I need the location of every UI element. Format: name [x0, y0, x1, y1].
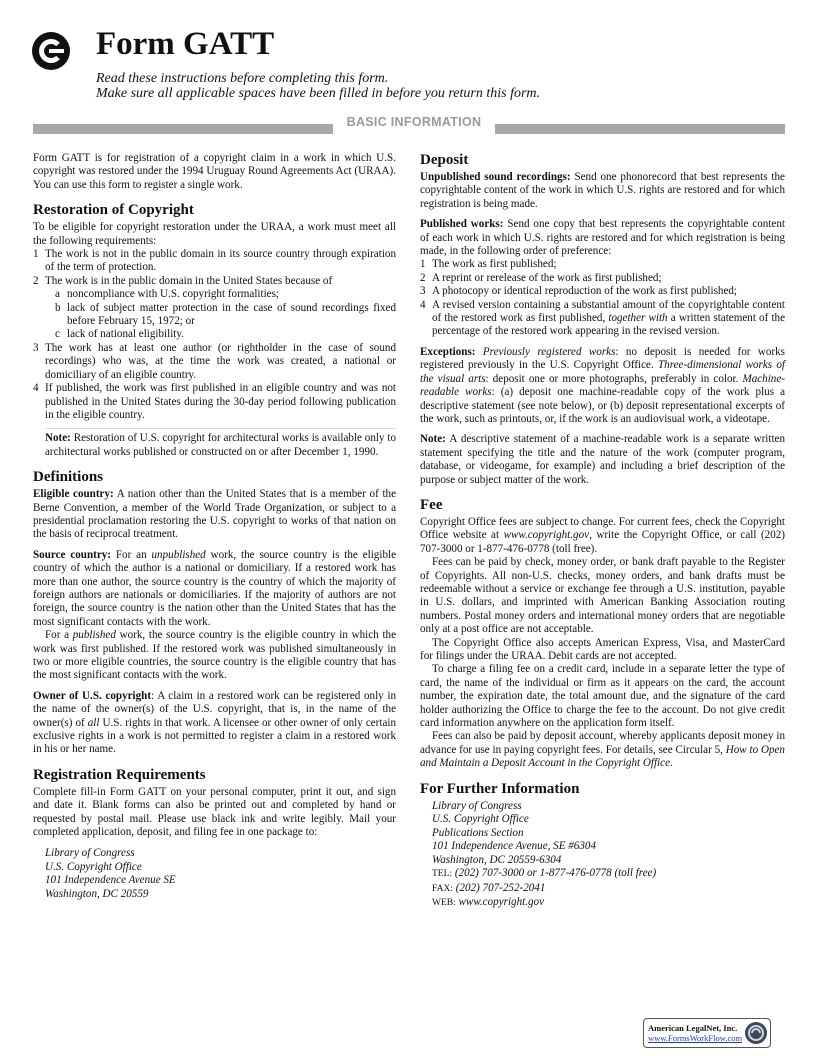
- restoration-heading: Restoration of Copyright: [33, 202, 194, 219]
- fee-paragraph: To charge a filing fee on a credit card, include in a separate letter the type of card, the name of the individual or firm as it appears on the card, the account number, the expiration date, the total amount due, and the signature of the card holder authorizing the Office to charge the fee to the account. Do not give credit card information anywhere on the application form itself.: [420, 663, 785, 730]
- web-link[interactable]: www.copyright.gov: [458, 896, 544, 909]
- fee-paragraph: Fees can also be paid by deposit account, whereby applicants deposit money in advance for use in paying copyright fees. For details, see Circular 5, How to Open and Maintain a Deposit Account in the Copyright Office.: [420, 730, 785, 770]
- telephone-line: TEL: (202) 707-3000 or 1-877-476-0778 (toll free): [432, 867, 657, 880]
- published-works: Published works: Send one copy that best represents the copyrightable content of each work in which U.S. rights are restored and for which registration is being made, in the following order of preference:: [420, 218, 785, 258]
- globe-icon: [744, 1021, 768, 1045]
- sublist-item: a noncompliance with U.S. copyright formalities;: [55, 288, 279, 301]
- copyright-website-link[interactable]: www.copyright.gov: [503, 529, 590, 542]
- further-info-heading: For Further Information: [420, 780, 580, 797]
- form-title: Form GATT: [96, 26, 275, 62]
- published-source-country: For a published work, the source country is the eligible country in which the work was first published. If the restored work was published simultaneously in two or more eligible countries, the source country is the eligible country that has the most significant contacts with the work.: [33, 629, 396, 682]
- eligible-country-definition: Eligible country: A nation other than the United States that is a member of the Berne Convention, a member of the World Trade Organization, or subject to a presidential proclamation restoring the U.S. copyright to works of that nation on the basis of reciprocal treatment.: [33, 488, 396, 541]
- list-item: 3 The work has at least one author (or rightholder in the case of sound recordings) who was, at the time the work was created, a national or domiciliary of an eligible country.: [33, 341, 396, 381]
- deposit-exceptions: Exceptions: Previously registered works: no deposit is needed for works registered previously in the U.S. Copyright Office. Three-dimensional works of the visual arts: deposit one or more photographs, preferably in color. Machine-readable works: (a) deposit one machine-readable copy of the work plus a descriptive statement (see note below), or (b) deposit representational excerpts of the work, such as printouts, or, if the work is an audiovisual work, a videotape.: [420, 345, 785, 425]
- list-item: 4 If published, the work was first published in an eligible country and was not published in the United States during the 30-day period following publication in the eligible country.: [33, 382, 396, 421]
- deposit-heading: Deposit: [420, 152, 469, 168]
- restoration-requirements: [33, 248, 396, 422]
- company-name: American LegalNet, Inc.: [648, 1023, 738, 1033]
- address-line: U.S. Copyright Office: [432, 813, 529, 826]
- descriptive-statement-note: Note: A descriptive statement of a machine-readable work is a separate written statement specifying the title and the nature of the work (computer program, database, or videogame, for example) and including a brief description of the purpose or subject matter of the work.: [420, 433, 786, 486]
- american-legalnet-badge[interactable]: [643, 1018, 771, 1048]
- form-intro: Form GATT is for registration of a copyright claim in a work in which U.S. copyright was restored under the 1994 Uruguay Round Agreements Act (URAA). You can use this form to register a single work.: [33, 152, 396, 191]
- right-column: [420, 152, 785, 911]
- architectural-note: Note: Restoration of U.S. copyright for architectural works is available only to architectural works published or constructed on or after December 1, 1990.: [45, 428, 396, 459]
- source-country-definition: Source country: For an unpublished work, the source country is the eligible country of which the author is a national or domiciliary. If a restored work has more than one author, the source country is the country of which the majority of foreign authors are nationals or domiciliaries. If the majority of authors are not foreign, the source country is the nation other than the United States that has the most significant contacts with the work.: [33, 548, 396, 628]
- address-line: Washington, DC 20559-6304: [432, 853, 562, 866]
- unpublished-sound-recordings: Unpublished sound recordings: Send one phonorecord that best represents the copyrightable content of the work in which U.S. rights are restored and for which registration is being made.: [420, 171, 785, 210]
- address-line: Publications Section: [432, 826, 524, 839]
- fee-paragraph: The Copyright Office also accepts American Express, Visa, and MasterCard for filings under the URAA. Debit cards are not accepted.: [420, 636, 785, 662]
- list-item: 2 The work is in the public domain in the United States because of a noncompliance with U.S. copyright formalities; b lack of subject matter protection in the case of sound recordings fixed before February 15, 1972; or c lack of national eligibility.: [33, 274, 396, 341]
- definitions-heading: Definitions: [33, 469, 104, 486]
- mailing-address: [45, 847, 396, 901]
- banner-bar-left: [33, 124, 333, 134]
- address-line: 101 Independence Avenue SE: [45, 874, 176, 887]
- list-item: 3 A photocopy or identical reproduction of the work as first published;: [420, 285, 738, 298]
- left-column: [33, 152, 396, 901]
- section-banner: [33, 115, 785, 135]
- intro-line: Read these instructions before completing this form.: [96, 71, 389, 86]
- further-info-address: [432, 800, 785, 911]
- owner-definition: Owner of U.S. copyright: A claim in a restored work can be registered only in the name of the owner(s) of the U.S. copyright, that is, in the name of the owner(s) of all U.S. rights in that work. A licensee or other owner of only certain exclusive rights in a work is not permitted to register a claim in a restored work in his or her name.: [33, 689, 396, 756]
- address-line: Washington, DC 20559: [45, 887, 149, 900]
- intro-instructions: [96, 71, 540, 101]
- list-item: 1 The work as first published;: [420, 258, 557, 271]
- address-line: Library of Congress: [432, 799, 522, 812]
- restoration-lead: To be eligible for copyright restoration under the URAA, a work must meet all the following requirements:: [33, 221, 396, 247]
- web-line: WEB: www.copyright.gov: [432, 896, 544, 909]
- sublist-item: b lack of subject matter protection in the case of sound recordings fixed before February 15, 1972; or: [55, 301, 396, 328]
- registration-heading: Registration Requirements: [33, 766, 206, 783]
- registration-text: Complete fill-in Form GATT on your personal computer, print it out, and sign and date it. Blank forms can also be printed out and completed by hand or requested by postal mail. Please use black ink and write legibly. Mail your completed application, deposit, and filing fee in one package to:: [33, 785, 396, 839]
- copyright-office-logo-icon: [32, 32, 70, 70]
- list-item: 1 The work is not in the public domain in its source country through expiration of the term of protection.: [33, 248, 396, 274]
- fee-heading: Fee: [420, 496, 443, 513]
- intro-line: Make sure all applicable spaces have been filled in before you return this form.: [96, 86, 541, 101]
- address-line: 101 Independence Avenue, SE #6304: [432, 840, 596, 853]
- list-item: 2 A reprint or rerelease of the work as first published;: [420, 271, 662, 284]
- sublist-item: c lack of national eligibility.: [55, 328, 184, 341]
- fee-paragraph: Fees can be paid by check, money order, or bank draft payable to the Register of Copyrights. All non-U.S. checks, money orders, and bank drafts must be redeemable without a service or exchange fee through a U.S. institution, payable in U.S. dollars, and imprinted with American Banking Association routing numbers. Postal money orders and international money orders that are negotiable only at a post office are not acceptable.: [420, 556, 785, 636]
- fax-line: FAX: (202) 707-252-2041: [432, 881, 546, 894]
- company-url-link[interactable]: www.FormsWorkFlow.com: [648, 1033, 743, 1043]
- address-line: Library of Congress: [45, 847, 135, 860]
- address-line: U.S. Copyright Office: [45, 860, 142, 873]
- banner-label: BASIC INFORMATION: [346, 115, 482, 129]
- banner-bar-right: [495, 124, 785, 134]
- sublist: [45, 288, 396, 342]
- deposit-preference-list: [420, 258, 785, 338]
- fee-paragraph: Copyright Office fees are subject to change. For current fees, check the Copyright Office website at www.copyright.gov, write the Copyright Office, or call (202) 707-3000 or 1-877-476-0778 (toll free).: [420, 515, 785, 555]
- list-item: 4 A revised version containing a substantial amount of the copyrightable content of the restored work as first published, together with a written statement of the percentage of the restored work appearing in the revised version.: [420, 298, 785, 338]
